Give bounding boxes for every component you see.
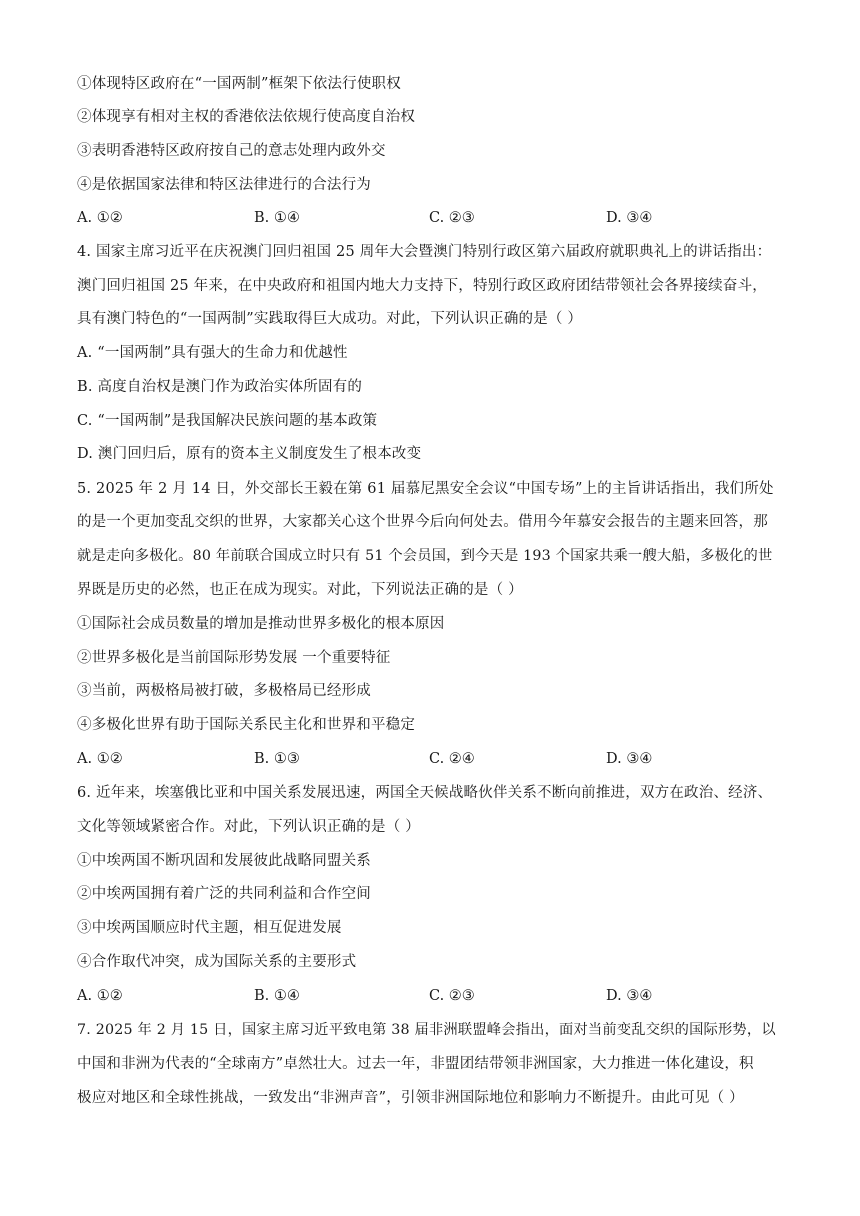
- prev-option-2: ②体现享有相对主权的香港依法依规行使高度自治权: [77, 109, 416, 125]
- prev-choice-b: B. ①④: [254, 210, 300, 226]
- q4-stem-line-3: 具有澳门特色的“一国两制”实践取得巨大成功。对此，下列认识正确的是（ ）: [77, 311, 583, 327]
- q6-option-3: ③中埃两国顺应时代主题，相互促进发展: [77, 920, 342, 936]
- q5-stem-line-2: 的是一个更加变乱交织的世界，大家都关心这个世界今后向何处去。借用今年慕安会报告的主题来回答，那: [77, 514, 768, 530]
- q7-stem-line-2: 中国和非洲为代表的“全球南方”卓然壮大。过去一年，非盟团结带领非洲国家，大力推进一体化建设，积: [77, 1056, 754, 1072]
- q5-option-2: ②世界多极化是当前国际形势发展 一个重要特征: [77, 650, 391, 666]
- q6-option-4: ④合作取代冲突，成为国际关系的主要形式: [77, 954, 357, 970]
- q6-choice-b: B. ①④: [254, 988, 300, 1004]
- q7-stem-line-1: 7. 2025 年 2 月 15 日，国家主席习近平致电第 38 届非洲联盟峰会指出，面对当前变乱交织的国际形势，以: [77, 1022, 776, 1038]
- q4-choice-d: D. 澳门回归后，原有的资本主义制度发生了根本改变: [77, 446, 422, 462]
- q6-choices: [77, 986, 783, 1006]
- q6-option-1: ①中埃两国不断巩固和发展彼此战略同盟关系: [77, 853, 371, 869]
- prev-option-4: ④是依据国家法律和特区法律进行的合法行为: [77, 177, 371, 193]
- q7-stem-line-3: 极应对地区和全球性挑战，一致发出“非洲声音”，引领非洲国际地位和影响力不断提升。由此可见（ ）: [77, 1090, 744, 1106]
- q4-choice-a: A. “一国两制”具有强大的生命力和优越性: [77, 345, 348, 361]
- q5-stem-line-3: 就是走向多极化。80 年前联合国成立时只有 51 个会员国，到今天是 193 个国家共乘一艘大船，多极化的世: [77, 548, 773, 564]
- q5-choice-d: D. ③④: [606, 751, 653, 767]
- q5-choices: [77, 749, 783, 769]
- q5-choice-b: B. ①③: [254, 751, 300, 767]
- q6-stem-line-1: 6. 近年来，埃塞俄比亚和中国关系发展迅速，两国全天候战略伙伴关系不断向前推进，双方在政治、经济、: [77, 785, 773, 801]
- q4-stem-line-1: 4. 国家主席习近平在庆祝澳门回归祖国 25 周年大会暨澳门特别行政区第六届政府就职典礼上的讲话指出：: [77, 244, 772, 260]
- prev-choices: [77, 208, 783, 228]
- q4-choice-b: B. 高度自治权是澳门作为政治实体所固有的: [77, 379, 363, 395]
- q4-stem-line-2: 澳门回归祖国 25 年来，在中央政府和祖国内地大力支持下，特别行政区政府团结带领社会各界接续奋斗，: [77, 278, 767, 294]
- q5-choice-c: C. ②④: [429, 751, 475, 767]
- prev-choice-d: D. ③④: [606, 210, 653, 226]
- q5-choice-a: A. ①②: [77, 751, 123, 767]
- prev-choice-a: A. ①②: [77, 210, 123, 226]
- q5-option-4: ④多极化世界有助于国际关系民主化和世界和平稳定: [77, 717, 416, 733]
- q5-stem-line-4: 界既是历史的必然，也正在成为现实。对此，下列说法正确的是（ ）: [77, 582, 523, 598]
- q6-stem-line-2: 文化等领域紧密合作。对此，下列认识正确的是（ ）: [77, 819, 420, 835]
- q4-choice-c: C. “一国两制”是我国解决民族问题的基本政策: [77, 413, 378, 429]
- q6-option-2: ②中埃两国拥有着广泛的共同利益和合作空间: [77, 886, 371, 902]
- prev-option-3: ③表明香港特区政府按自己的意志处理内政外交: [77, 143, 386, 159]
- q6-choice-c: C. ②③: [429, 988, 475, 1004]
- q5-option-3: ③当前，两极格局被打破，多极格局已经形成: [77, 683, 371, 699]
- prev-choice-c: C. ②③: [429, 210, 475, 226]
- q6-choice-d: D. ③④: [606, 988, 653, 1004]
- q5-option-1: ①国际社会成员数量的增加是推动世界多极化的根本原因: [77, 616, 445, 632]
- prev-option-1: ①体现特区政府在“一国两制”框架下依法行使职权: [77, 76, 401, 92]
- q5-stem-line-1: 5. 2025 年 2 月 14 日，外交部长王毅在第 61 届慕尼黑安全会议“中国专场”上的主旨讲话指出，我们所处: [77, 481, 774, 497]
- q6-choice-a: A. ①②: [77, 988, 123, 1004]
